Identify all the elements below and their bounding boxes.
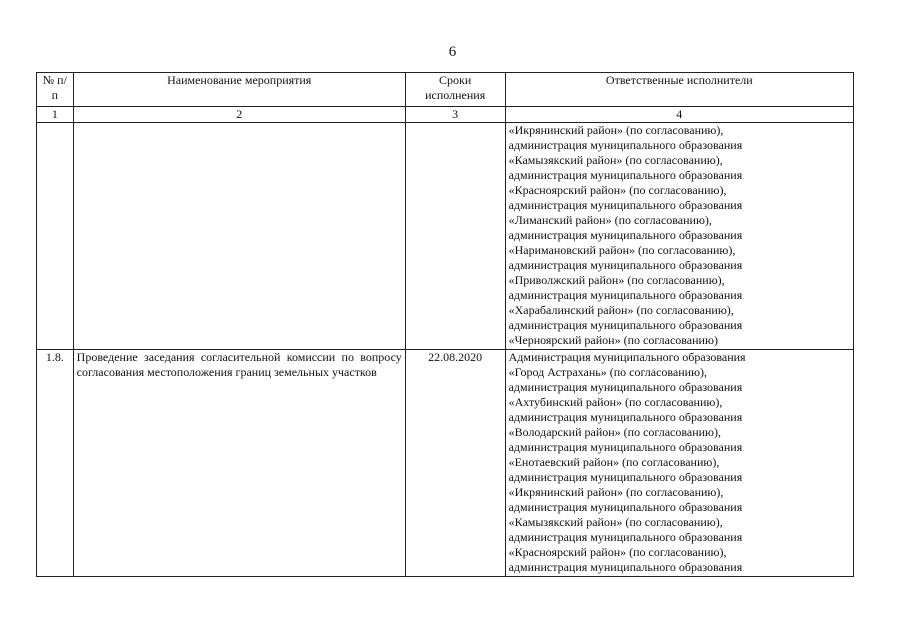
responsible-line: «Красноярский район» (по согласованию), <box>508 545 727 559</box>
responsible-line: «Приволжский район» (по согласованию), <box>508 273 725 287</box>
responsible-line: администрация муниципального образования <box>508 470 743 484</box>
responsible-line: администрация муниципального образования <box>508 380 743 394</box>
activity-name-cell <box>73 123 405 350</box>
responsible-line: «Володарский район» (по согласованию), <box>508 425 722 439</box>
header-activity-name: Наименование мероприятия <box>73 73 405 107</box>
row-number-cell: 1.8. <box>37 350 74 577</box>
header-responsible: Ответственные исполнители <box>505 73 853 107</box>
table-row-continued <box>37 123 854 350</box>
responsible-line: «Харабалинский район» (по согласованию), <box>508 303 734 317</box>
responsible-line: «Лиманский район» (по согласованию), <box>508 213 712 227</box>
responsible-cell <box>505 350 853 577</box>
responsible-line: администрация муниципального образования <box>508 138 743 152</box>
responsible-line: администрация муниципального образования <box>508 318 743 332</box>
activities-table <box>36 72 854 577</box>
responsible-line: «Камызякский район» (по согласованию), <box>508 515 723 529</box>
responsible-line: администрация муниципального образования <box>508 168 743 182</box>
header-number: № п/п <box>37 73 74 107</box>
responsible-line: Администрация муниципального образования <box>508 350 746 364</box>
column-number-2: 2 <box>73 107 405 123</box>
table-row-1-8 <box>37 350 854 577</box>
deadline-cell: 22.08.2020 <box>405 350 505 577</box>
responsible-line: администрация муниципального образования <box>508 258 743 272</box>
responsible-line: «Ахтубинский район» (по согласованию), <box>508 395 723 409</box>
responsible-line: «Икрянинский район» (по согласованию), <box>508 123 724 137</box>
responsible-line: администрация муниципального образования <box>508 288 743 302</box>
responsible-line: «Город Астрахань» (по согласованию), <box>508 365 708 379</box>
column-number-row <box>37 107 854 123</box>
row-number-cell <box>37 123 74 350</box>
responsible-cell <box>505 123 853 350</box>
activity-name-cell: Проведение заседания согласительной комиссии по вопросу согласования местоположения границ земельных участков <box>73 350 405 577</box>
responsible-line: «Енотаевский район» (по согласованию), <box>508 455 720 469</box>
header-deadline: Сроки исполнения <box>405 73 505 107</box>
column-number-1: 1 <box>37 107 74 123</box>
responsible-line: «Камызякский район» (по согласованию), <box>508 153 723 167</box>
responsible-line: «Икрянинский район» (по согласованию), <box>508 485 724 499</box>
column-number-4: 4 <box>505 107 853 123</box>
responsible-line: администрация муниципального образования <box>508 500 743 514</box>
deadline-cell <box>405 123 505 350</box>
responsible-line: «Наримановский район» (по согласованию), <box>508 243 736 257</box>
responsible-line: администрация муниципального образования <box>508 530 743 544</box>
column-number-3: 3 <box>405 107 505 123</box>
responsible-line: администрация муниципального образования <box>508 410 743 424</box>
table-header-row <box>37 73 854 107</box>
responsible-line: «Черноярский район» (по согласованию) <box>508 333 718 347</box>
page-number: 6 <box>448 44 457 60</box>
responsible-line: администрация муниципального образования <box>508 228 743 242</box>
responsible-line: «Красноярский район» (по согласованию), <box>508 183 727 197</box>
responsible-line: администрация муниципального образования <box>508 560 743 574</box>
responsible-line: администрация муниципального образования <box>508 440 743 454</box>
responsible-line: администрация муниципального образования <box>508 198 743 212</box>
